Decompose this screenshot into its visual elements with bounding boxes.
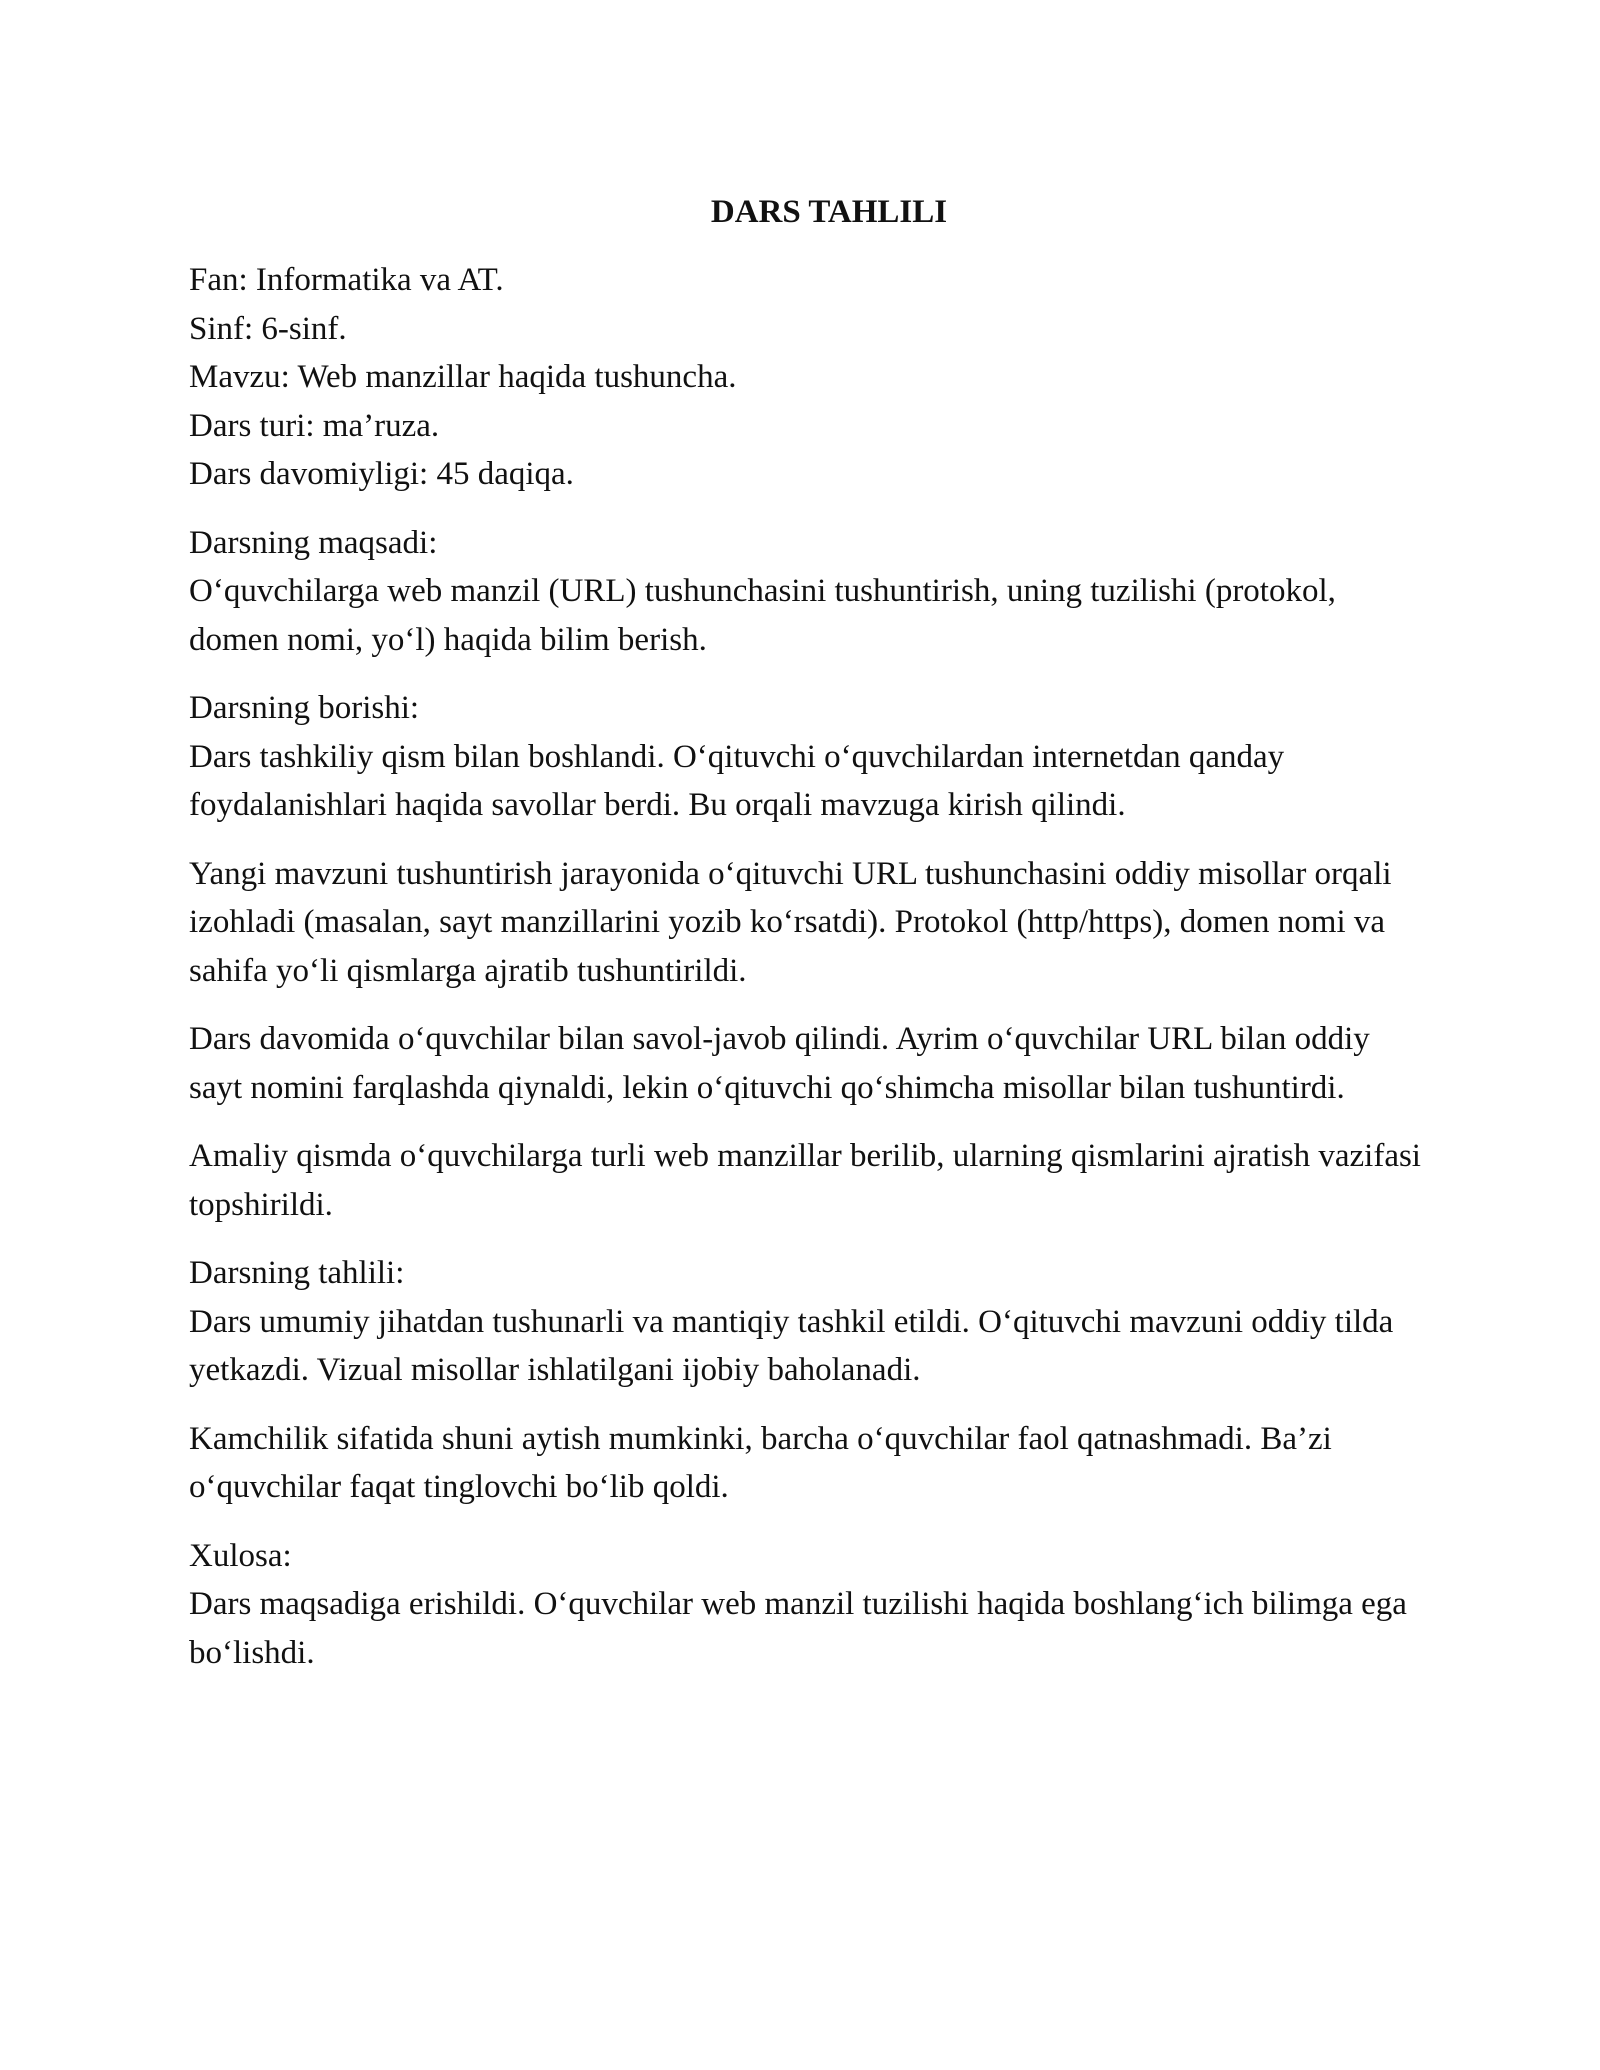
section-analysis-heading: Darsning tahlili: xyxy=(189,1255,405,1291)
document-title: DARS TAHLILI xyxy=(710,194,948,230)
section-progress xyxy=(189,684,1429,1229)
section-analysis xyxy=(189,1249,1429,1512)
meta-lesson-type: Dars turi: ma’ruza. xyxy=(189,407,440,444)
section-goal-heading: Darsning maqsadi: xyxy=(189,524,438,561)
meta-topic: Mavzu: Web manzillar haqida tushuncha. xyxy=(189,359,737,395)
section-analysis-paragraph-2: Kamchilik sifatida shuni aytish mumkinki, barcha o‘quvchilar faol qatnashmadi. Ba’zi o‘quvchilar faqat tinglovchi bo‘lib qoldi. xyxy=(189,1420,1332,1505)
lesson-meta xyxy=(189,256,1429,499)
section-goal-paragraph: O‘quvchilarga web manzil (URL) tushunchasini tushuntirish, uning tuzilishi (protokol, domen nomi, yo‘l) haqida bilim berish. xyxy=(189,573,1336,658)
section-conclusion-heading: Xulosa: xyxy=(189,1537,292,1574)
meta-duration: Dars davomiyligi: 45 daqiqa. xyxy=(189,456,574,492)
section-conclusion xyxy=(189,1532,1429,1678)
section-progress-paragraph-3: Dars davomida o‘quvchilar bilan savol-javob qilindi. Ayrim o‘quvchilar URL bilan oddiy sayt nomini farqlashda qiynaldi, lekin o‘qituvchi qo‘shimcha misollar bilan tushuntirdi. xyxy=(189,1021,1370,1106)
section-progress-paragraph-4: Amaliy qismda o‘quvchilarga turli web manzillar berilib, ularning qismlarini ajratish vazifasi topshirildi. xyxy=(189,1138,1421,1223)
section-conclusion-paragraph: Dars maqsadiga erishildi. O‘quvchilar web manzil tuzilishi haqida boshlang‘ich bilimga ega bo‘lishdi. xyxy=(189,1586,1407,1671)
section-progress-paragraph-2: Yangi mavzuni tushuntirish jarayonida o‘qituvchi URL tushunchasini oddiy misollar orqali izohladi (masalan, sayt manzillarini yozib ko‘rsatdi). Protokol (http/https), domen nomi va sahifa yo‘li qismlarga ajratib tushuntirildi. xyxy=(189,855,1392,989)
meta-subject: Fan: Informatika va AT. xyxy=(189,262,504,298)
section-goal xyxy=(189,519,1429,665)
document-content xyxy=(189,188,1429,1697)
section-analysis-paragraph-1: Dars umumiy jihatdan tushunarli va mantiqiy tashkil etildi. O‘qituvchi mavzuni oddiy tilda yetkazdi. Vizual misollar ishlatilgani ijobiy baholanadi. xyxy=(189,1303,1394,1388)
meta-grade: Sinf: 6-sinf. xyxy=(189,310,347,347)
section-progress-heading: Darsning borishi: xyxy=(189,690,420,726)
section-progress-paragraph-1: Dars tashkiliy qism bilan boshlandi. O‘qituvchi o‘quvchilardan internetdan qanday foydalanishlari haqida savollar berdi. Bu orqali mavzuga kirish qilindi. xyxy=(189,738,1285,823)
